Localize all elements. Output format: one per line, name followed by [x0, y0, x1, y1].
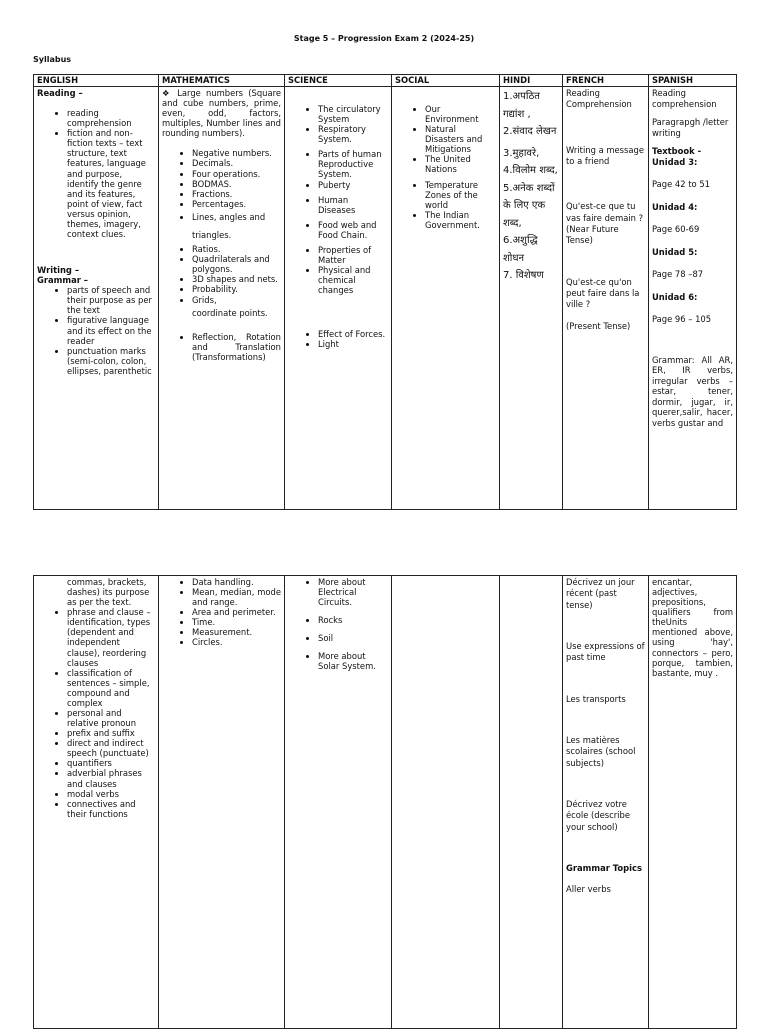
- list-item: • prefix and suffix: [67, 728, 155, 738]
- french-aller-verbs: Aller verbs: [566, 884, 611, 895]
- list-item: • Percentages.: [192, 199, 281, 209]
- list-item: • Area and perimeter.: [192, 607, 281, 617]
- body-row: [34, 576, 737, 1029]
- french-writing: Writing a message to a friend: [566, 144, 645, 167]
- list-item: • quantifiers: [67, 758, 155, 768]
- english-cell: [34, 87, 159, 510]
- reading-heading: Reading –: [37, 88, 83, 98]
- french-present-tense: (Present Tense): [566, 320, 631, 331]
- spanish-page-range: Page 60-69: [652, 224, 700, 234]
- list-item: • Grids,: [192, 295, 281, 305]
- spanish-reading: Reading comprehension: [652, 88, 717, 109]
- list-item: • Temperature Zones of the world: [425, 180, 496, 210]
- list-item: • Negative numbers.: [192, 148, 281, 158]
- social-cell: [392, 87, 500, 510]
- list-item: • Measurement.: [192, 627, 281, 637]
- list-item: • Rocks: [318, 615, 388, 625]
- list-item: • Respiratory System.: [318, 124, 388, 144]
- list-item: • More about Solar System.: [318, 651, 388, 671]
- list-item: • Effect of Forces.: [318, 329, 388, 339]
- list-item: • Human Diseases: [318, 195, 388, 215]
- list-item: • phrase and clause – identification, types (dependent and independent clause), reordering clauses: [67, 607, 155, 667]
- list-item: • adverbial phrases and clauses: [67, 768, 155, 788]
- list-item: • classification of sentences – simple, compound and complex: [67, 668, 155, 708]
- list-item: • Light: [318, 339, 388, 349]
- list-item: • Food web and Food Chain.: [318, 220, 388, 240]
- list-item: • Lines, angles and triangles.: [192, 209, 281, 244]
- syllabus-label: Syllabus: [33, 55, 72, 64]
- large-numbers: ❖ Large numbers (Square and cube numbers, prime, even, odd, factors, multiples, Number lines and rounding numbers).: [162, 88, 281, 139]
- english-continuation: commas, brackets, dashes) its purpose as per the text.: [67, 577, 150, 608]
- list-item: • Physical and chemical changes: [318, 265, 388, 295]
- list-item: • figurative language and its effect on the reader: [67, 315, 155, 345]
- syllabus-table-page-2: [33, 575, 737, 1029]
- list-item: • Decimals.: [192, 158, 281, 168]
- hindi-item: 6.अशुद्धि शोधन: [503, 235, 538, 264]
- list-item: • Time.: [192, 617, 281, 627]
- body-row: [34, 87, 737, 510]
- list-item: • More about Electrical Circuits.: [318, 577, 388, 607]
- spanish-paragraph: Paragrapgh /letter writing: [652, 117, 729, 138]
- list-item: • connectives and their functions: [67, 799, 155, 819]
- list-item: • Natural Disasters and Mitigations: [425, 124, 496, 154]
- french-describe-school: Décrivez votre école (describe your school): [566, 799, 630, 832]
- list-item: • Fractions.: [192, 189, 281, 199]
- list-item: • Parts of human Reproductive System.: [318, 149, 388, 179]
- science-cell-cont: [285, 576, 392, 1029]
- list-item: • Our Environment: [425, 104, 496, 124]
- french-grammar-topics: Grammar Topics: [566, 863, 642, 874]
- hindi-item: 1.अपठित गद्यांश ,: [503, 91, 540, 120]
- hindi-item: 7. विशेषण: [503, 270, 544, 281]
- header-english: ENGLISH: [34, 75, 159, 87]
- hindi-cell-cont: [500, 576, 563, 1029]
- list-item: • Data handling.: [192, 577, 281, 587]
- list-item: • direct and indirect speech (punctuate): [67, 738, 155, 758]
- list-item: • The circulatory System: [318, 104, 388, 124]
- spanish-grammar-cont: encantar, adjectives, prepositions, qualifiers from theUnits mentioned above, using 'hay', connectors – pero, porque, tambien, bastante, muy .: [652, 577, 733, 678]
- list-item: • Mean, median, mode and range.: [192, 587, 281, 607]
- list-item: • reading comprehension: [67, 108, 155, 128]
- syllabus-table-page-1: [33, 74, 737, 510]
- hindi-item: 4.विलोम शब्द,: [503, 165, 558, 176]
- spanish-page-range: Page 78 –87: [652, 269, 704, 279]
- header-mathematics: MATHEMATICS: [159, 75, 285, 87]
- french-past-time: Use expressions of past time: [566, 641, 645, 663]
- list-item: • The United Nations: [425, 154, 496, 174]
- list-item: • BODMAS.: [192, 179, 281, 189]
- french-past-tense: Décrivez un jour récent (past tense): [566, 577, 635, 610]
- coordinate-points: coordinate points.: [192, 307, 268, 318]
- header-row: [34, 75, 737, 87]
- header-science: SCIENCE: [285, 75, 392, 87]
- list-item: • 3D shapes and nets.: [192, 274, 281, 284]
- header-social: SOCIAL: [392, 75, 500, 87]
- french-reading: Reading Comprehension: [566, 88, 632, 110]
- french-near-future: Qu'est-ce que tu vas faire demain ? (Near Future Tense): [566, 201, 644, 246]
- list-item: • fiction and non-fiction texts – text structure, text features, language and purpose, identify the genre and its features, point of view, fact versus opinion, themes, imagery, context clues.: [67, 128, 155, 239]
- french-cell-cont: [563, 576, 649, 1029]
- english-cell-cont: [34, 576, 159, 1029]
- mathematics-cell-cont: [159, 576, 285, 1029]
- header-hindi: HINDI: [500, 75, 563, 87]
- spanish-cell: [649, 87, 737, 510]
- writing-heading: Writing –: [37, 265, 80, 276]
- french-school-subjects: Les matières scolaires (school subjects): [566, 735, 636, 768]
- list-item: • Properties of Matter: [318, 245, 388, 265]
- list-item: • modal verbs: [67, 789, 155, 799]
- list-item: • The Indian Government.: [425, 210, 496, 230]
- list-item: • Four operations.: [192, 169, 281, 179]
- list-item: • personal and relative pronoun: [67, 708, 155, 728]
- list-item: • Soil: [318, 633, 388, 643]
- list-item: • Circles.: [192, 637, 281, 647]
- hindi-cell: [500, 87, 563, 510]
- hindi-item: 2.संवाद लेखन: [503, 126, 557, 137]
- list-item: • Reflection, Rotation and Translation (Transformations): [192, 332, 281, 362]
- social-cell-cont: [392, 576, 500, 1029]
- header-french: FRENCH: [563, 75, 649, 87]
- grammar-heading: Grammar –: [37, 275, 88, 286]
- spanish-page-range: Page 96 – 105: [652, 314, 712, 324]
- hindi-item: 3.मुहावरे,: [503, 147, 540, 159]
- spanish-unidad-5: Unidad 5:: [652, 246, 698, 257]
- spanish-grammar: Grammar: All AR, ER, IR verbs, irregular verbs – estar, tener, dormir, jugar, ir, querer,salir, hacer, verbs gustar and: [652, 354, 733, 428]
- spanish-page-range: Page 42 to 51: [652, 179, 710, 189]
- list-item: • Probability.: [192, 284, 281, 294]
- science-cell: [285, 87, 392, 510]
- list-item: • Puberty: [318, 180, 388, 190]
- spanish-unidad-6: Unidad 6:: [652, 291, 698, 302]
- list-item: • parts of speech and their purpose as per the text: [67, 285, 155, 315]
- french-present: Qu'est-ce qu'on peut faire dans la ville ?: [566, 276, 640, 310]
- document-title: Stage 5 – Progression Exam 2 (2024-25): [293, 34, 475, 43]
- french-cell: [563, 87, 649, 510]
- mathematics-cell: [159, 87, 285, 510]
- header-spanish: SPANISH: [649, 75, 737, 87]
- list-item: • Ratios.: [192, 244, 281, 254]
- spanish-cell-cont: [649, 576, 737, 1029]
- hindi-item: 5.अनेक शब्दों के लिए एक शब्द,: [503, 182, 555, 229]
- list-item: • punctuation marks (semi-colon, colon, ellipses, parenthetic: [67, 346, 155, 376]
- list-item: • Quadrilaterals and polygons.: [192, 254, 281, 274]
- french-transports: Les transports: [566, 693, 626, 704]
- spanish-textbook: Textbook - Unidad 3:: [652, 146, 702, 167]
- spanish-unidad-4: Unidad 4:: [652, 201, 698, 212]
